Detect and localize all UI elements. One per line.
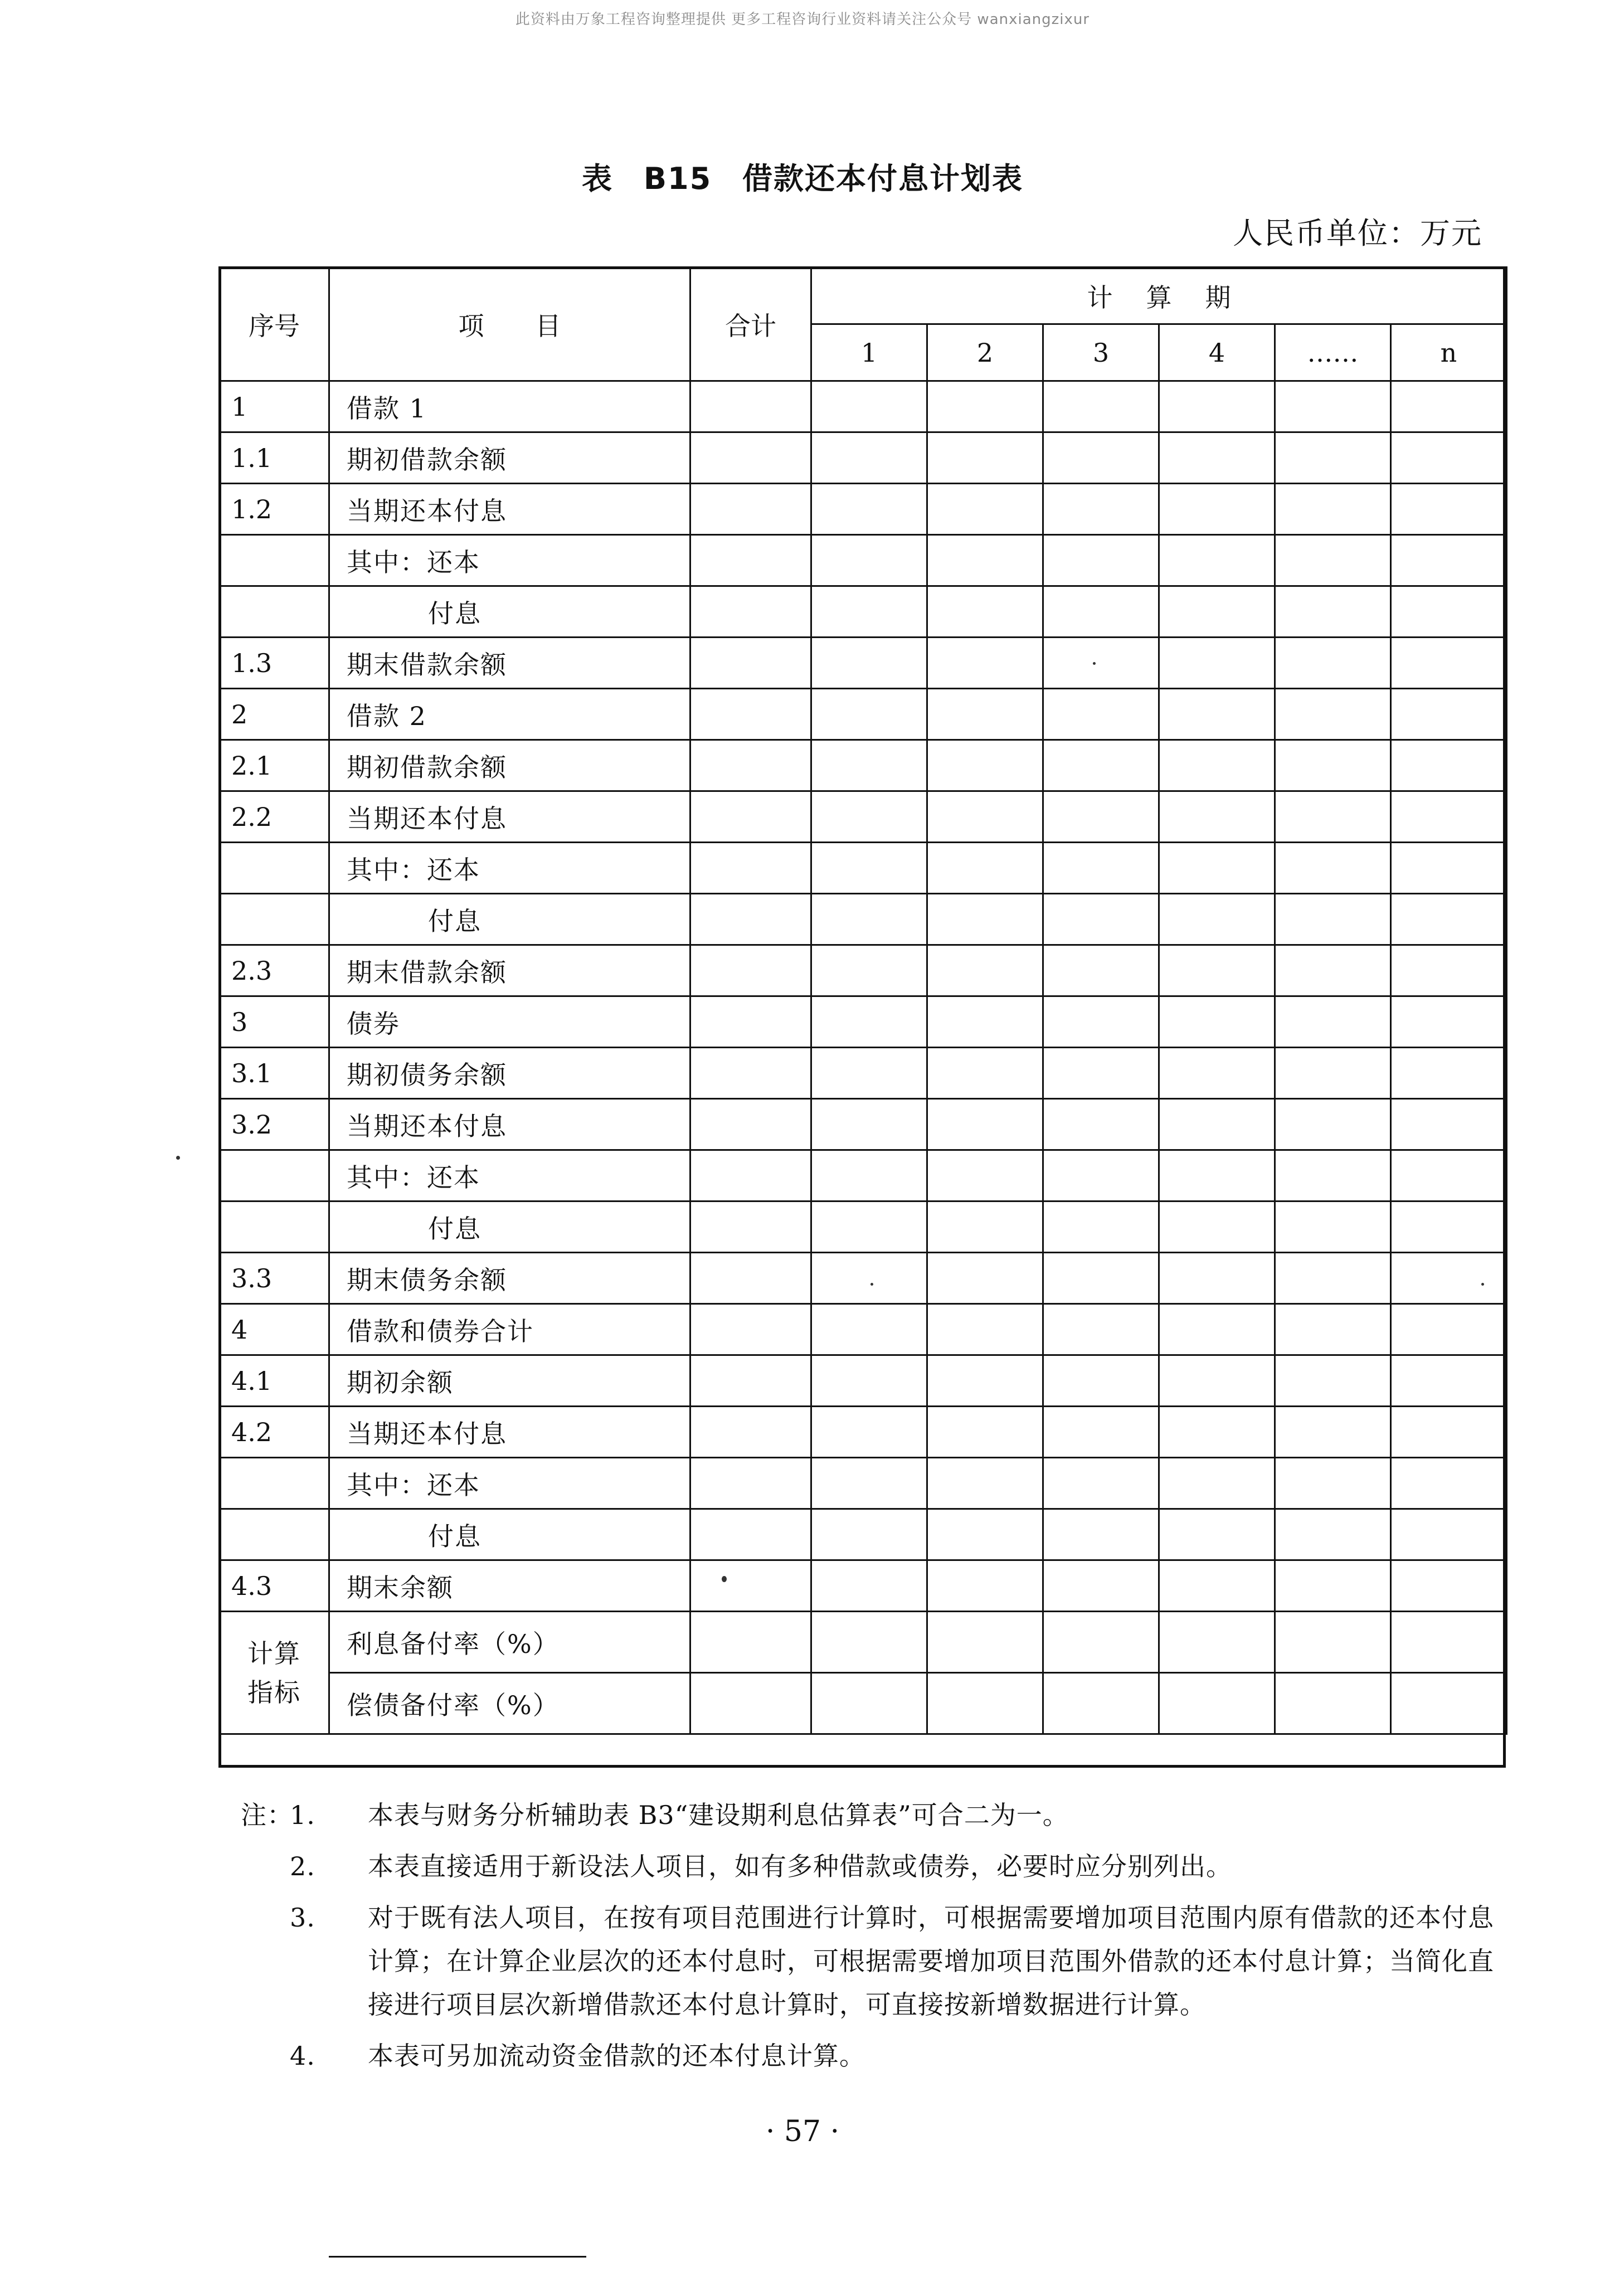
notes-prefix: 注： [241,1800,293,1830]
row-period-cell [927,1201,1043,1253]
row-item: 期末余额 [329,1560,690,1612]
row-period-cell [811,638,927,689]
row-seq: 3.1 [220,1048,329,1099]
row-period-cell [811,996,927,1048]
row-period-cell [1275,484,1391,535]
row-period-cell [1275,791,1391,843]
table-row [220,996,1507,1048]
table-row [220,1150,1507,1201]
row-total-cell [690,1201,811,1253]
row-period-cell [1159,1560,1275,1612]
row-period-cell [1391,1407,1507,1458]
row-item: 当期还本付息 [329,484,690,535]
row-item: 付息 [329,586,690,638]
row-total-cell [690,381,811,432]
row-total-cell [690,484,811,535]
header-period: n [1391,324,1507,381]
indicator-period-cell [1159,1673,1275,1734]
table-row [220,586,1507,638]
row-period-cell [1391,740,1507,791]
row-item: 付息 [329,1509,690,1560]
row-period-cell [1391,894,1507,945]
row-period-cell [1159,1048,1275,1099]
row-period-cell [1159,1304,1275,1355]
row-period-cell [1159,894,1275,945]
row-period-cell [1043,843,1159,894]
row-period-cell [927,381,1043,432]
scan-speck [176,1156,180,1160]
row-item: 期初借款余额 [329,740,690,791]
row-period-cell [1159,586,1275,638]
row-period-cell [1275,1509,1391,1560]
row-period-cell [811,1099,927,1150]
header-seq: 序号 [220,267,329,381]
row-total-cell [690,1458,811,1509]
row-period-cell [811,432,927,484]
row-seq [220,586,329,638]
row-seq [220,1150,329,1201]
row-period-cell [1275,1560,1391,1612]
note-text: 本表可另加流动资金借款的还本付息计算。 [368,2041,865,2071]
row-seq: 2.2 [220,791,329,843]
row-period-cell [1043,1355,1159,1407]
row-period-cell [927,1048,1043,1099]
row-period-cell [1391,1304,1507,1355]
row-total-cell [690,1099,811,1150]
row-total-cell [690,1150,811,1201]
row-period-cell [927,689,1043,740]
indicator-period-cell [927,1612,1043,1673]
row-period-cell [927,894,1043,945]
row-period-cell [1391,381,1507,432]
row-seq: 1.1 [220,432,329,484]
table-row [220,1099,1507,1150]
row-period-cell [1275,1253,1391,1304]
row-period-cell [1275,432,1391,484]
row-period-cell [1043,740,1159,791]
row-period-cell [1275,945,1391,996]
note-text: 本表与财务分析辅助表 B3“建设期利息估算表”可合二为一。 [368,1800,1069,1830]
currency-unit: 人民币单位：万元 [1233,216,1482,251]
row-period-cell [1391,689,1507,740]
row-period-cell [1043,1150,1159,1201]
row-item: 期初余额 [329,1355,690,1407]
row-seq: 1.2 [220,484,329,535]
row-period-cell [811,1458,927,1509]
row-seq [220,843,329,894]
row-period-cell [1159,484,1275,535]
indicator-row [220,1673,1507,1734]
row-item: 债券 [329,996,690,1048]
row-period-cell [1043,1458,1159,1509]
row-period-cell [1391,945,1507,996]
row-period-cell [1159,1253,1275,1304]
row-seq: 2.3 [220,945,329,996]
table-row [220,1201,1507,1253]
table-row [220,432,1507,484]
row-period-cell [1043,689,1159,740]
row-period-cell [927,1407,1043,1458]
row-period-cell [811,1304,927,1355]
row-period-cell [811,586,927,638]
row-item: 其中：还本 [329,535,690,586]
row-item: 期初债务余额 [329,1048,690,1099]
row-period-cell [811,484,927,535]
row-period-cell [1043,1201,1159,1253]
row-period-cell [811,535,927,586]
row-period-cell [1391,791,1507,843]
row-period-cell [1043,791,1159,843]
note-item [290,1845,1516,1888]
row-period-cell [1275,1201,1391,1253]
row-period-cell [927,1150,1043,1201]
row-period-cell [1159,1355,1275,1407]
row-period-cell [811,791,927,843]
table-row [220,843,1507,894]
row-period-cell [1275,1048,1391,1099]
row-period-cell [811,1201,927,1253]
row-total-cell [690,1304,811,1355]
row-period-cell [1159,945,1275,996]
row-period-cell [1275,1355,1391,1407]
indicator-period-cell [811,1673,927,1734]
row-period-cell [1391,1048,1507,1099]
indicator-period-cell [927,1673,1043,1734]
row-total-cell [690,740,811,791]
row-period-cell [927,1099,1043,1150]
watermark-text: 此资料由万象工程咨询整理提供 更多工程咨询行业资料请关注公众号 wanxiangzixur [515,11,1090,28]
row-period-cell [1159,1150,1275,1201]
row-period-cell [1275,381,1391,432]
row-total-cell [690,1560,811,1612]
indicator-period-cell [1391,1673,1507,1734]
row-seq: 4.1 [220,1355,329,1407]
row-period-cell [811,1355,927,1407]
table-body [220,381,1507,1734]
row-period-cell [927,484,1043,535]
row-period-cell [1391,535,1507,586]
header-period: 4 [1159,324,1275,381]
table-title: 表 B15 借款还本付息计划表 [582,161,1023,196]
row-item: 期末借款余额 [329,945,690,996]
row-item: 付息 [329,1201,690,1253]
row-seq: 4.2 [220,1407,329,1458]
row-period-cell [1391,484,1507,535]
footnote-rule [329,2256,586,2258]
row-period-cell [1275,638,1391,689]
row-period-cell [1159,1407,1275,1458]
note-item [241,1793,1516,1837]
row-period-cell [1391,638,1507,689]
row-period-cell [1275,586,1391,638]
row-period-cell [1275,1099,1391,1150]
table-row [220,1407,1507,1458]
table-row [220,740,1507,791]
row-period-cell [1391,1099,1507,1150]
row-seq [220,1509,329,1560]
scan-speck [870,1283,873,1286]
table-row [220,1253,1507,1304]
row-total-cell [690,638,811,689]
row-period-cell [927,1253,1043,1304]
row-seq: 3.2 [220,1099,329,1150]
row-period-cell [1043,535,1159,586]
row-period-cell [1043,638,1159,689]
table-row [220,484,1507,535]
note-text: 对于既有法人项目，在按有项目范围进行计算时，可根据需要增加项目范围内原有借款的还本付息计算；在计算企业层次的还本付息时，可根据需要增加项目范围外借款的还本付息计算；当简化直接进行项目层次新增借款还本付息计算时，可直接按新增数据进行计算。 [368,1903,1494,2020]
row-seq [220,535,329,586]
row-period-cell [1275,996,1391,1048]
row-period-cell [1159,996,1275,1048]
header-period: …… [1275,324,1391,381]
table-row [220,535,1507,586]
row-total-cell [690,535,811,586]
row-seq: 3.3 [220,1253,329,1304]
row-period-cell [1043,1407,1159,1458]
row-period-cell [1043,1509,1159,1560]
row-period-cell [1043,996,1159,1048]
row-period-cell [927,945,1043,996]
row-period-cell [1043,1099,1159,1150]
row-period-cell [811,1560,927,1612]
row-period-cell [1391,843,1507,894]
header-period: 3 [1043,324,1159,381]
row-seq: 4.3 [220,1560,329,1612]
row-period-cell [1391,1253,1507,1304]
row-item: 当期还本付息 [329,1099,690,1150]
row-period-cell [1391,432,1507,484]
row-period-cell [1043,1048,1159,1099]
row-total-cell [690,1048,811,1099]
scan-speck [722,1576,727,1582]
row-period-cell [1275,1304,1391,1355]
table-row [220,1048,1507,1099]
note-number: 4. [290,2041,315,2071]
indicator-group-label: 计算指标 [220,1612,329,1734]
row-item: 其中：还本 [329,1150,690,1201]
row-period-cell [1043,432,1159,484]
row-seq: 1.3 [220,638,329,689]
row-item: 期初借款余额 [329,432,690,484]
row-period-cell [811,381,927,432]
row-total-cell [690,843,811,894]
note-item [290,2034,1516,2078]
row-period-cell [1275,843,1391,894]
row-period-cell [1275,740,1391,791]
row-total-cell [690,1253,811,1304]
indicator-row [220,1612,1507,1673]
header-total: 合计 [690,267,811,381]
header-period: 1 [811,324,927,381]
row-total-cell [690,1355,811,1407]
row-seq [220,894,329,945]
row-period-cell [1275,1407,1391,1458]
indicator-total-cell [690,1612,811,1673]
row-period-cell [927,1509,1043,1560]
row-total-cell [690,1509,811,1560]
row-period-cell [1043,586,1159,638]
row-period-cell [1159,689,1275,740]
indicator-period-cell [1275,1673,1391,1734]
row-seq: 3 [220,996,329,1048]
row-period-cell [1159,638,1275,689]
page-number: · 57 · [765,2115,840,2148]
row-period-cell [1275,535,1391,586]
table-row [220,381,1507,432]
row-period-cell [1159,381,1275,432]
row-period-cell [927,535,1043,586]
row-total-cell [690,689,811,740]
row-period-cell [811,1048,927,1099]
row-period-cell [1159,1509,1275,1560]
row-period-cell [811,1150,927,1201]
row-item: 期末债务余额 [329,1253,690,1304]
table-row [220,894,1507,945]
row-period-cell [811,740,927,791]
indicator-total-cell [690,1673,811,1734]
row-period-cell [1391,1458,1507,1509]
row-period-cell [927,1560,1043,1612]
row-period-cell [1043,1304,1159,1355]
row-period-cell [1275,1150,1391,1201]
notes-section [241,1793,1516,2085]
row-period-cell [1391,1150,1507,1201]
row-period-cell [811,843,927,894]
row-seq: 4 [220,1304,329,1355]
table-row [220,1509,1507,1560]
row-period-cell [1043,1253,1159,1304]
indicator-period-cell [1043,1673,1159,1734]
row-item: 当期还本付息 [329,791,690,843]
row-period-cell [1159,1458,1275,1509]
row-period-cell [1159,791,1275,843]
row-total-cell [690,432,811,484]
row-period-cell [927,740,1043,791]
row-period-cell [1043,1560,1159,1612]
note-number: 2. [290,1851,315,1881]
row-period-cell [1159,740,1275,791]
row-period-cell [927,843,1043,894]
header-calc-period: 计算期 [811,267,1507,324]
indicator-item: 利息备付率（%） [329,1612,690,1673]
note-number: 1. [290,1800,315,1830]
row-total-cell [690,586,811,638]
row-period-cell [927,996,1043,1048]
scan-speck [1093,662,1096,665]
indicator-period-cell [1391,1612,1507,1673]
row-period-cell [1391,1355,1507,1407]
row-item: 借款 2 [329,689,690,740]
row-seq: 2.1 [220,740,329,791]
row-item: 其中：还本 [329,843,690,894]
row-period-cell [1043,945,1159,996]
row-total-cell [690,791,811,843]
row-period-cell [1043,894,1159,945]
row-period-cell [927,791,1043,843]
table-header [220,267,1507,381]
row-period-cell [927,586,1043,638]
table-row [220,689,1507,740]
row-period-cell [1391,586,1507,638]
scan-speck [1481,1283,1484,1286]
row-period-cell [1275,894,1391,945]
row-seq [220,1201,329,1253]
row-total-cell [690,894,811,945]
indicator-period-cell [1275,1612,1391,1673]
row-period-cell [1159,432,1275,484]
table-row [220,945,1507,996]
header-period: 2 [927,324,1043,381]
repayment-schedule-table [218,266,1507,1735]
row-seq: 1 [220,381,329,432]
row-period-cell [927,1304,1043,1355]
row-period-cell [1275,1458,1391,1509]
indicator-period-cell [811,1612,927,1673]
row-period-cell [1275,689,1391,740]
row-period-cell [1391,1201,1507,1253]
row-period-cell [1159,1099,1275,1150]
row-seq [220,1458,329,1509]
row-period-cell [1043,484,1159,535]
row-period-cell [811,945,927,996]
row-period-cell [927,1355,1043,1407]
indicator-period-cell [1043,1612,1159,1673]
indicator-item: 偿债备付率（%） [329,1673,690,1734]
table-row [220,1458,1507,1509]
row-period-cell [927,638,1043,689]
note-number: 3. [290,1903,315,1933]
row-period-cell [1391,1509,1507,1560]
note-text: 本表直接适用于新设法人项目，如有多种借款或债券，必要时应分别列出。 [368,1851,1232,1881]
table-row [220,1560,1507,1612]
row-total-cell [690,945,811,996]
row-item: 当期还本付息 [329,1407,690,1458]
row-period-cell [927,432,1043,484]
row-total-cell [690,1407,811,1458]
header-item: 项 目 [329,267,690,381]
row-period-cell [1159,843,1275,894]
row-period-cell [1043,381,1159,432]
row-period-cell [1391,996,1507,1048]
table-row [220,1304,1507,1355]
table-row [220,638,1507,689]
row-total-cell [690,996,811,1048]
indicator-period-cell [1159,1612,1275,1673]
row-item: 付息 [329,894,690,945]
row-period-cell [811,894,927,945]
row-period-cell [811,689,927,740]
row-item: 借款和债券合计 [329,1304,690,1355]
row-item: 期末借款余额 [329,638,690,689]
row-period-cell [811,1253,927,1304]
note-item [290,1896,1516,2026]
row-seq: 2 [220,689,329,740]
row-period-cell [811,1407,927,1458]
row-period-cell [811,1509,927,1560]
row-period-cell [1159,535,1275,586]
row-period-cell [1159,1201,1275,1253]
table-row [220,791,1507,843]
table-row [220,1355,1507,1407]
row-item: 借款 1 [329,381,690,432]
row-period-cell [1391,1560,1507,1612]
row-period-cell [927,1458,1043,1509]
row-item: 其中：还本 [329,1458,690,1509]
